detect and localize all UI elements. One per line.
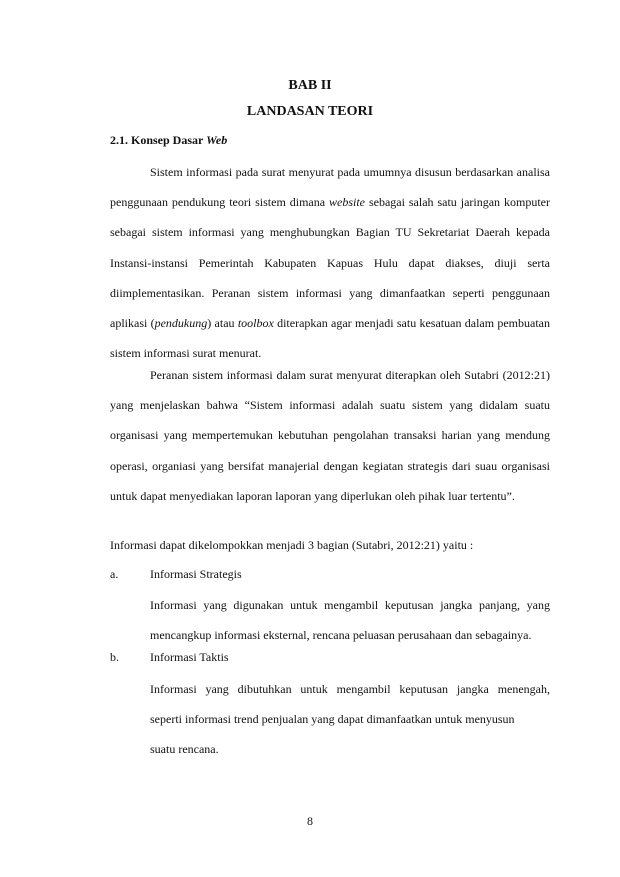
list-desc-b-line-1: Informasi yang dibutuhkan untuk mengambil keputusan jangka menengah, [150, 682, 550, 696]
paragraph-1 [110, 157, 550, 368]
section-heading [110, 133, 227, 148]
section-number: 2.1. [110, 133, 128, 147]
para2-text: Peranan sistem informasi dalam surat menyurat diterapkan oleh Sutabri (2012:21) yang menjelaskan bahwa “Sistem informasi adalah suatu sistem yang didalam suatu organisasi yang mempertemukan kebutuhan pengolahan transaksi harian yang mendung operasi, organiasi yang bersifat manajerial dengan kegiatan strategis dari suau organisasi untuk dapat menyediakan laporan laporan yang diperlukan oleh pihak luar tertentu”. [110, 368, 550, 503]
section-title-italic: Web [206, 133, 228, 147]
list-marker-a: a. [110, 567, 119, 581]
page-number: 8 [307, 814, 313, 828]
list-title-a: Informasi Strategis [150, 567, 242, 581]
para1-italic-toolbox: toolbox [237, 316, 274, 331]
list-desc-a: Informasi yang digunakan untuk mengambil keputusan jangka panjang, yang mencangkup informasi eksternal, rencana peluasan perusahaan dan sebagainya. [150, 598, 550, 643]
paragraph-2 [110, 360, 550, 511]
para1-text-g: diterapkan agar menjadi satu kesatuan dalam pembuatan sistem informasi surat menurat. [110, 316, 550, 361]
para1-italic-website: website [329, 195, 365, 210]
para1-text-e: ) atau [207, 316, 238, 331]
list-title-b: Informasi Taktis [150, 650, 229, 664]
list-marker-b: b. [110, 650, 119, 664]
list-desc-b-line-3: suatu rencana. [150, 742, 219, 757]
section-title: Konsep Dasar [131, 133, 204, 147]
para1-text-a: Sistem informasi pada surat menyurat pada umumnya disusun berdasarkan analisa penggunaan pendukung teori sistem dimana [110, 165, 550, 210]
chapter-title: LANDASAN TEORI [246, 104, 374, 119]
chapter-number: BAB II [288, 78, 332, 93]
list-desc-b [150, 674, 550, 765]
list-desc-b-line-2: seperti informasi trend penjualan yang dapat dimanfaatkan untuk menyusun [150, 712, 515, 727]
para1-text-c: sebagai salah satu jaringan komputer sebagai sistem informasi yang menghubungkan Bagian TU Sekretariat Daerah kepada Instansi-instansi Pemerintah Kabupaten Kapuas Hulu dapat diakses, diuji serta diimplementasikan. Peranan sistem informasi yang dimanfaatkan seperti penggunaan aplikasi ( [110, 195, 550, 331]
list-intro: Informasi dapat dikelompokkan menjadi 3 bagian (Sutabri, 2012:21) yaitu : [110, 538, 474, 552]
para1-italic-pendukung: pendukung [154, 316, 208, 331]
